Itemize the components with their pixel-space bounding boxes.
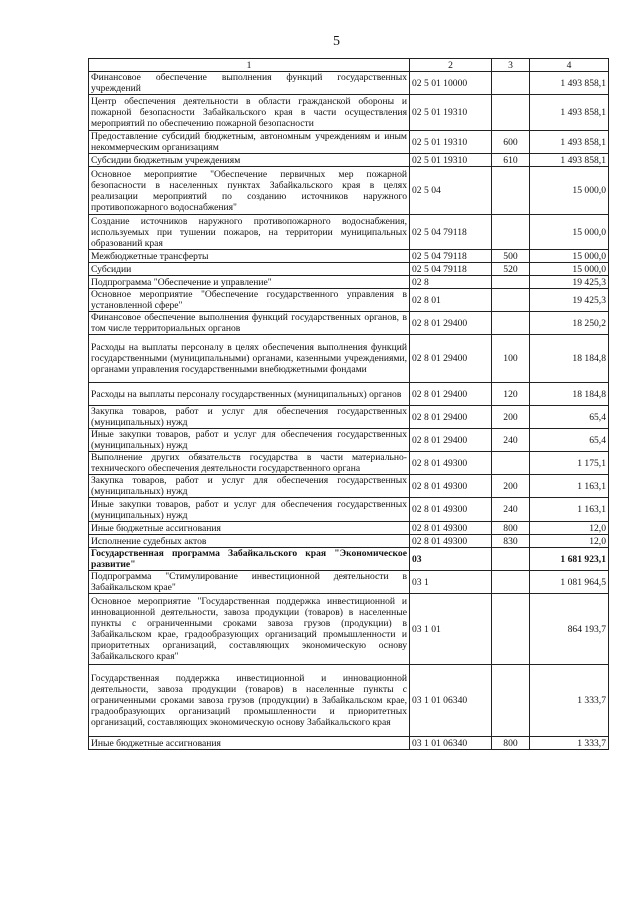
table-row	[89, 594, 609, 665]
row-category-cell: 520	[492, 263, 530, 276]
table-row	[89, 452, 609, 475]
table-row	[89, 665, 609, 737]
header-col-4: 4	[530, 59, 609, 72]
row-category-cell	[492, 312, 530, 335]
row-sum-cell: 1 493 858,1	[530, 131, 609, 154]
row-sum-cell: 19 425,3	[530, 276, 609, 289]
row-code-cell: 02 8 01 29400	[410, 383, 492, 406]
row-sum-cell: 15 000,0	[530, 250, 609, 263]
row-category-cell	[492, 276, 530, 289]
row-name-cell: Исполнение судебных актов	[89, 535, 410, 548]
row-name-cell: Финансовое обеспечение выполнения функций государственных учреждений	[89, 72, 410, 95]
row-code-cell: 02 8 01	[410, 289, 492, 312]
row-sum-cell: 1 493 858,1	[530, 72, 609, 95]
row-sum-cell: 1 333,7	[530, 737, 609, 750]
row-sum-cell: 1 081 964,5	[530, 571, 609, 594]
row-name-cell: Расходы на выплаты персоналу государственных (муниципальных) органов	[89, 383, 410, 406]
header-col-3: 3	[492, 59, 530, 72]
row-code-cell: 02 8 01 29400	[410, 335, 492, 383]
row-name-cell: Создание источников наружного противопожарного водоснабжения, используемых при тушении пожаров, на территории муниципальных образований края	[89, 215, 410, 250]
row-category-cell: 100	[492, 335, 530, 383]
row-category-cell: 800	[492, 737, 530, 750]
row-category-cell	[492, 95, 530, 131]
row-sum-cell: 19 425,3	[530, 289, 609, 312]
row-code-cell: 03 1 01 06340	[410, 737, 492, 750]
row-name-cell: Иные бюджетные ассигнования	[89, 522, 410, 535]
row-category-cell: 600	[492, 131, 530, 154]
row-category-cell	[492, 215, 530, 250]
table-row	[89, 571, 609, 594]
table-row	[89, 72, 609, 95]
row-name-cell: Иные закупки товаров, работ и услуг для обеспечения государственных (муниципальных) нужд	[89, 498, 410, 522]
row-sum-cell: 65,4	[530, 429, 609, 452]
row-category-cell	[492, 548, 530, 571]
row-code-cell: 02 8 01 49300	[410, 535, 492, 548]
row-category-cell: 610	[492, 154, 530, 167]
row-code-cell: 02 8 01 29400	[410, 312, 492, 335]
row-name-cell: Субсидии бюджетным учреждениям	[89, 154, 410, 167]
table-row	[89, 535, 609, 548]
row-category-cell: 240	[492, 429, 530, 452]
row-name-cell: Закупка товаров, работ и услуг для обеспечения государственных (муниципальных) нужд	[89, 475, 410, 498]
row-code-cell: 02 5 01 19310	[410, 154, 492, 167]
row-category-cell: 830	[492, 535, 530, 548]
row-category-cell: 120	[492, 383, 530, 406]
row-code-cell: 02 5 01 10000	[410, 72, 492, 95]
row-category-cell: 200	[492, 475, 530, 498]
row-sum-cell: 15 000,0	[530, 263, 609, 276]
row-code-cell: 02 5 04 79118	[410, 215, 492, 250]
row-category-cell	[492, 594, 530, 665]
row-category-cell: 800	[492, 522, 530, 535]
header-col-1: 1	[89, 59, 410, 72]
row-sum-cell: 1 163,1	[530, 475, 609, 498]
table-row	[89, 335, 609, 383]
row-name-cell: Государственная поддержка инвестиционной и инновационной деятельности, завоза продукции (товаров) в населенные пункты с ограниченными сроками завоза грузов (продукции) в Забайкальском крае, градообразующих организаций промышленности и приоритетных организаций, составляющих экономическую основу Забайкальского края	[89, 665, 410, 737]
row-name-cell: Субсидии	[89, 263, 410, 276]
table-row	[89, 289, 609, 312]
row-name-cell: Финансовое обеспечение выполнения функций государственных органов, в том числе территориальных органов	[89, 312, 410, 335]
row-sum-cell: 18 250,2	[530, 312, 609, 335]
row-code-cell: 02 8 01 49300	[410, 475, 492, 498]
row-code-cell: 03 1	[410, 571, 492, 594]
table-header-row	[89, 59, 609, 72]
row-sum-cell: 1 333,7	[530, 665, 609, 737]
table-row	[89, 475, 609, 498]
row-name-cell: Иные закупки товаров, работ и услуг для обеспечения государственных (муниципальных) нужд	[89, 429, 410, 452]
row-sum-cell: 18 184,8	[530, 383, 609, 406]
row-code-cell: 02 5 04	[410, 167, 492, 215]
header-col-2: 2	[410, 59, 492, 72]
row-category-cell	[492, 665, 530, 737]
table-row	[89, 406, 609, 429]
row-code-cell: 03 1 01	[410, 594, 492, 665]
table-row	[89, 167, 609, 215]
row-code-cell: 03	[410, 548, 492, 571]
row-name-cell: Закупка товаров, работ и услуг для обеспечения государственных (муниципальных) нужд	[89, 406, 410, 429]
budget-table	[88, 58, 609, 750]
table-row	[89, 383, 609, 406]
row-category-cell	[492, 571, 530, 594]
row-category-cell	[492, 452, 530, 475]
row-sum-cell: 1 175,1	[530, 452, 609, 475]
table-row	[89, 250, 609, 263]
row-sum-cell: 18 184,8	[530, 335, 609, 383]
row-category-cell	[492, 289, 530, 312]
table-row	[89, 429, 609, 452]
row-name-cell: Предоставление субсидий бюджетным, автономным учреждениям и иным некоммерческим организациям	[89, 131, 410, 154]
row-name-cell: Выполнение других обязательств государства в части материально-технического обеспечения деятельности государственного органа	[89, 452, 410, 475]
row-code-cell: 02 8	[410, 276, 492, 289]
row-sum-cell: 864 193,7	[530, 594, 609, 665]
row-code-cell: 02 5 04 79118	[410, 250, 492, 263]
row-code-cell: 02 5 01 19310	[410, 95, 492, 131]
row-sum-cell: 1 163,1	[530, 498, 609, 522]
row-name-cell: Расходы на выплаты персоналу в целях обеспечения выполнения функций государственными (муниципальными) органами, казенными учреждениями, органами управления государственными внебюджетными фондами	[89, 335, 410, 383]
row-code-cell: 02 8 01 49300	[410, 522, 492, 535]
row-sum-cell: 12,0	[530, 535, 609, 548]
row-sum-cell: 1 493 858,1	[530, 154, 609, 167]
row-name-cell: Основное мероприятие "Государственная поддержка инвестиционной и инновационной деятельности, завоза продукции (товаров) в населенные пункты с ограниченными сроками завоза грузов (продукции) в Забайкальском крае, градообразующих организаций промышленности и приоритетных организаций, составляющих экономическую основу Забайкальского края"	[89, 594, 410, 665]
row-name-cell: Межбюджетные трансферты	[89, 250, 410, 263]
row-sum-cell: 1 493 858,1	[530, 95, 609, 131]
row-name-cell: Подпрограмма "Стимулирование инвестиционной деятельности в Забайкальском крае"	[89, 571, 410, 594]
row-code-cell: 02 5 04 79118	[410, 263, 492, 276]
row-name-cell: Подпрограмма "Обеспечение и управление"	[89, 276, 410, 289]
row-name-cell: Иные бюджетные ассигнования	[89, 737, 410, 750]
table-row	[89, 131, 609, 154]
row-sum-cell: 15 000,0	[530, 167, 609, 215]
row-sum-cell: 65,4	[530, 406, 609, 429]
row-name-cell: Центр обеспечения деятельности в области гражданской обороны и пожарной безопасности Забайкальского края в части осуществления мероприятий по обеспечению пожарной безопасности	[89, 95, 410, 131]
table-row	[89, 276, 609, 289]
row-name-cell: Основное мероприятие "Обеспечение государственного управления в установленной сфере"	[89, 289, 410, 312]
row-sum-cell: 15 000,0	[530, 215, 609, 250]
table-row	[89, 95, 609, 131]
row-code-cell: 02 8 01 29400	[410, 406, 492, 429]
row-category-cell: 200	[492, 406, 530, 429]
row-category-cell	[492, 167, 530, 215]
row-code-cell: 02 8 01 29400	[410, 429, 492, 452]
table-row	[89, 548, 609, 571]
row-sum-cell: 1 681 923,1	[530, 548, 609, 571]
row-code-cell: 03 1 01 06340	[410, 665, 492, 737]
table-row	[89, 154, 609, 167]
row-category-cell	[492, 72, 530, 95]
row-code-cell: 02 5 01 19310	[410, 131, 492, 154]
row-sum-cell: 12,0	[530, 522, 609, 535]
table-row	[89, 498, 609, 522]
row-name-cell: Государственная программа Забайкальского края "Экономическое развитие"	[89, 548, 410, 571]
table-row	[89, 737, 609, 750]
table-row	[89, 215, 609, 250]
row-name-cell: Основное мероприятие "Обеспечение первичных мер пожарной безопасности в населенных пунктах Забайкальского края в целях реализации мероприятий по созданию источников наружного противопожарного водоснабжения"	[89, 167, 410, 215]
page-number: 5	[333, 34, 340, 49]
table-body	[89, 72, 609, 750]
table-row	[89, 312, 609, 335]
table-row	[89, 522, 609, 535]
row-category-cell: 240	[492, 498, 530, 522]
row-category-cell: 500	[492, 250, 530, 263]
row-code-cell: 02 8 01 49300	[410, 452, 492, 475]
table-row	[89, 263, 609, 276]
row-code-cell: 02 8 01 49300	[410, 498, 492, 522]
